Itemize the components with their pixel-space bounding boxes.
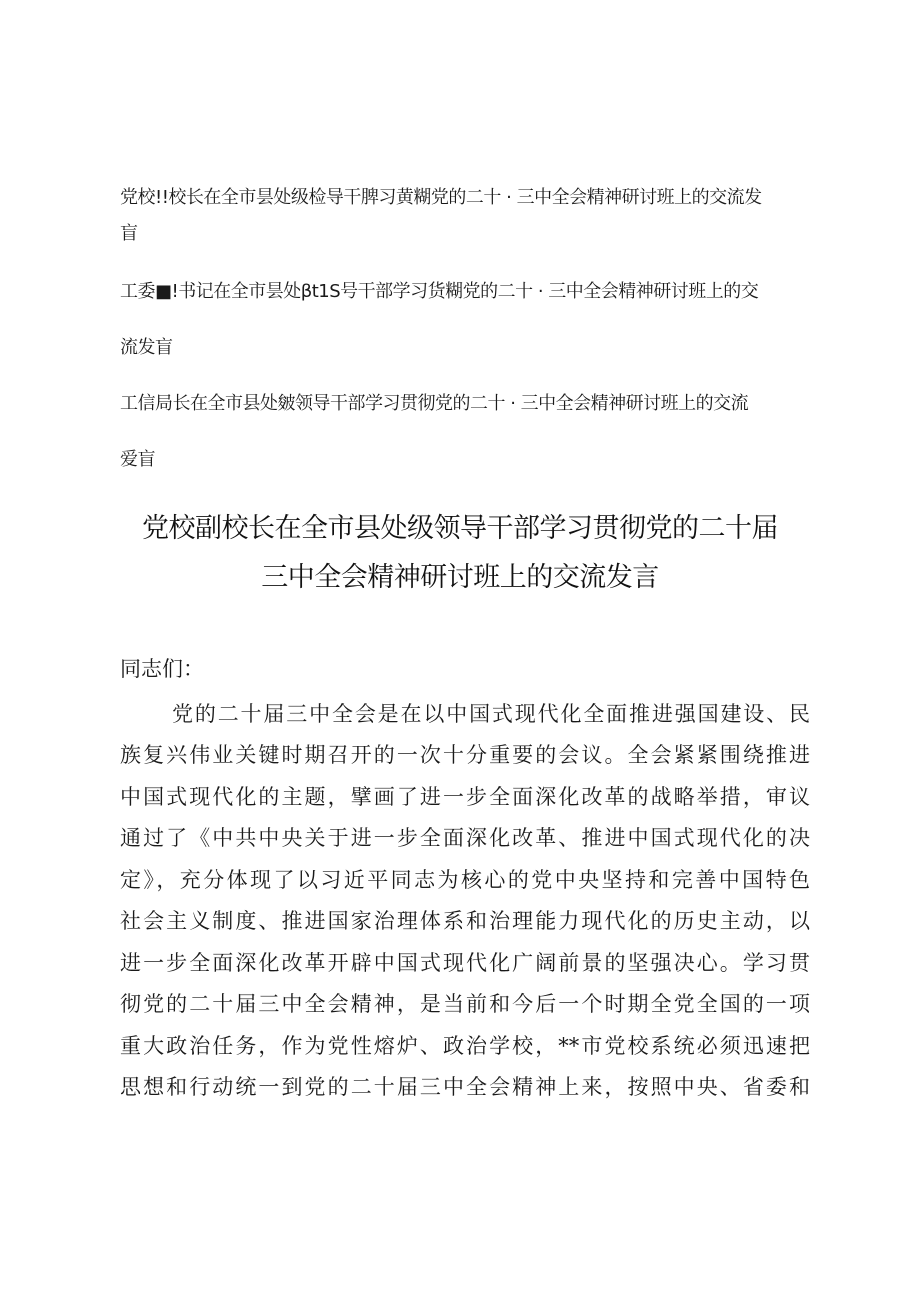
paragraph-line: 族复兴伟业关键时期召开的一次十分重要的会议。全会紧紧围绕推进 [120,743,810,767]
paragraph-line: 社会主义制度、推进国家治理体系和治理能力现代化的历史主动，以 [120,909,810,933]
document-title-line-2: 三中全会精神研讨班上的交流发言 [261,562,659,593]
paragraph-line: 思想和行动统一到党的二十届三中全会精神上来，按照中央、省委和 [120,1075,810,1099]
toc-entry-3-line-2: 爱盲 [120,449,155,470]
salutation: 同志们： [120,657,204,681]
paragraph-line: 中国式现代化的主题，擘画了进一步全面深化改革的战略举措，审议 [120,785,810,809]
toc-entry-2-line-2: 流发盲 [120,337,173,358]
toc-entry-1-line-2: 盲 [120,223,138,244]
paragraph-line: 党的二十届三中全会是在以中国式现代化全面推进强国建设、民 [172,702,810,726]
toc-entry-3-line-1: 工信局长在全市县处皴领导干部学习贯彻党的二十 · 三中全会精神研讨班上的交流 [120,393,749,414]
paragraph-line: 通过了《中共中央关于进一步全面深化改革、推进中国式现代化的决 [120,826,810,850]
toc-entry-1-line-1: 党校!!校长在全市昙处级检导干脾习黄糊党的二十 · 三中全会精神研讨班上的交流发 [120,187,762,208]
toc-entry-2-line-1: 工委■!书记在全市昙处βt1S号干部学习货糊党的二十 · 三中全会精神研讨班上的交 [120,281,759,302]
paragraph-line: 定》，充分体现了以习近平同志为核心的党中央坚持和完善中国特色 [120,868,810,892]
paragraph-line: 重大政治任务，作为党性熔炉、政治学校，**市党校系统必须迅速把 [120,1034,810,1058]
paragraph-line: 彻党的二十届三中全会精神，是当前和今后一个时期全党全国的一项 [120,992,810,1016]
document-title-line-1: 党校副校长在全市县处级领导干部学习贯彻党的二十届 [142,513,778,544]
paragraph-line: 进一步全面深化改革开辟中国式现代化广阔前景的坚强决心。学习贯 [120,951,810,975]
